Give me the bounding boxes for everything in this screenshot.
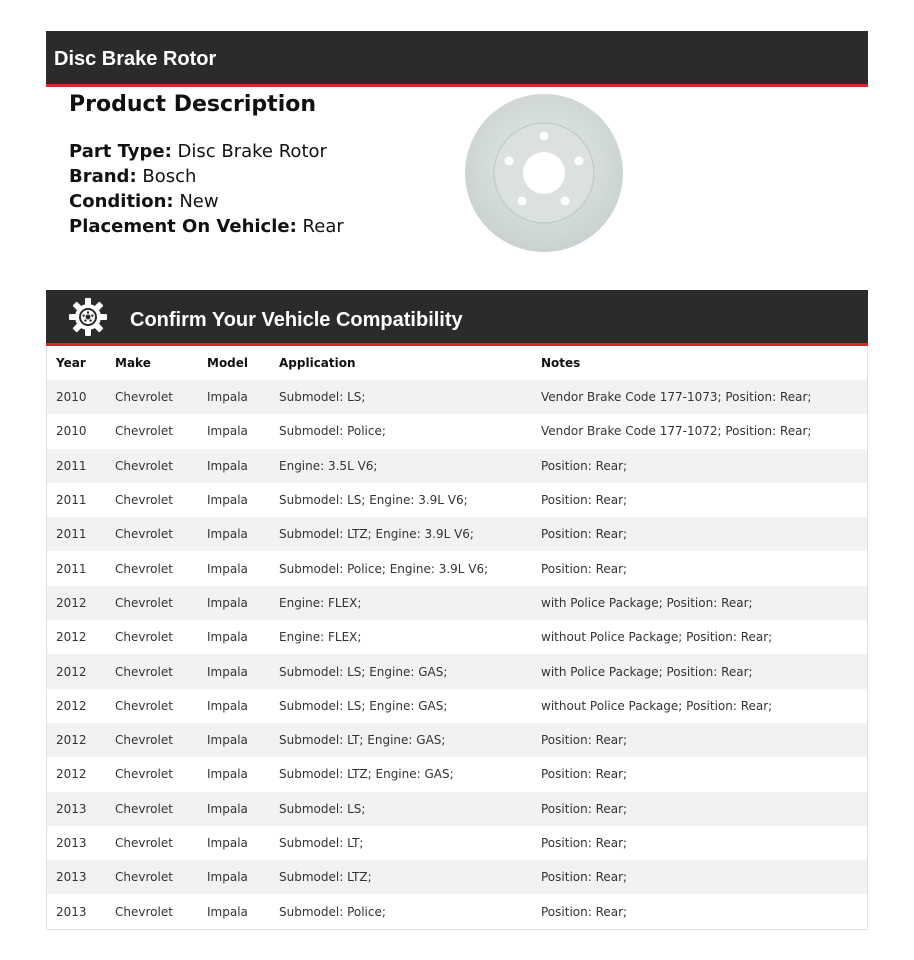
model-cell: Impala [198,380,270,414]
table-row [47,517,867,551]
notes-cell: without Police Package; Position: Rear; [541,630,773,645]
year-cell: 2013 [47,792,106,826]
application-cell: Submodel: LT; [279,836,364,850]
notes-cell: without Police Package; Position: Rear; [541,698,773,713]
model-cell: Impala [198,517,270,551]
spec-value: New [179,191,219,212]
table-row [47,483,867,517]
notes-cell: Position: Rear; [532,449,867,483]
product-description [69,92,449,239]
table-row [47,654,867,688]
notes-cell: Position: Rear; [541,561,628,576]
year-cell: 2010 [47,380,106,414]
gear-icon [68,297,108,337]
make-cell: Chevrolet [106,449,198,483]
application-cell: Submodel: LTZ; Engine: GAS; [279,767,454,782]
year-cell: 2011 [56,561,87,576]
table-row [47,757,867,791]
make-cell: Chevrolet [106,517,198,551]
year-cell: 2012 [56,767,87,782]
notes-cell: Position: Rear; [532,517,867,551]
year-cell: 2011 [47,517,106,551]
table-row [47,723,867,757]
make-cell: Chevrolet [115,836,173,850]
table-header-row [47,346,867,380]
make-cell: Chevrolet [106,380,198,414]
make-cell: Chevrolet [115,630,173,645]
make-cell: Chevrolet [106,654,198,688]
model-cell: Impala [198,654,270,688]
notes-cell: Position: Rear; [541,493,628,508]
application-cell: Submodel: LT; Engine: GAS; [270,723,532,757]
table-row [47,449,867,483]
spec-part-type [69,139,449,164]
spec-label: Brand: [69,166,137,187]
notes-cell: with Police Package; Position: Rear; [532,654,867,688]
compatibility-table-container [46,346,868,930]
year-cell: 2012 [47,723,106,757]
column-header-make: Make [115,356,151,370]
product-title-bar [46,31,868,87]
table-row [47,894,867,928]
compatibility-title: Confirm Your Vehicle Compatibility [130,309,463,331]
column-header-notes: Notes [541,356,581,370]
spec-list [69,139,449,239]
model-cell: Impala [207,424,248,439]
model-cell: Impala [207,698,248,713]
year-cell: 2013 [56,904,87,919]
brake-rotor-image [464,93,624,253]
table-row [47,860,867,894]
table-row [47,620,867,654]
year-cell: 2013 [47,860,106,894]
application-cell: Submodel: LS; Engine: GAS; [279,698,448,713]
make-cell: Chevrolet [115,904,173,919]
table-row [47,414,867,448]
notes-cell: Position: Rear; [541,767,628,782]
make-cell: Chevrolet [115,767,173,782]
year-cell: 2012 [56,698,87,713]
table-row [47,792,867,826]
spec-value: Bosch [142,166,197,187]
year-cell: 2010 [56,424,87,439]
make-cell: Chevrolet [106,792,198,826]
notes-cell: Position: Rear; [541,836,628,850]
spec-placement [69,214,449,239]
application-cell: Submodel: LS; Engine: 3.9L V6; [279,493,468,508]
make-cell: Chevrolet [106,586,198,620]
application-cell: Engine: FLEX; [279,630,362,645]
spec-brand [69,164,449,189]
table-row [47,826,867,860]
compatibility-title-bar [46,290,868,346]
notes-cell: Position: Rear; [541,904,628,919]
model-cell: Impala [207,493,248,508]
model-cell: Impala [207,904,248,919]
application-cell: Submodel: LS; [270,380,532,414]
notes-cell: Vendor Brake Code 177-1073; Position: Rear; [532,380,867,414]
notes-cell: Position: Rear; [532,860,867,894]
year-cell: 2011 [47,449,106,483]
column-header-year: Year [56,356,86,370]
table-row [47,380,867,414]
table-row [47,586,867,620]
spec-condition [69,189,449,214]
make-cell: Chevrolet [106,860,198,894]
application-cell: Submodel: Police; [279,424,386,439]
year-cell: 2012 [47,654,106,688]
model-cell: Impala [207,767,248,782]
model-cell: Impala [198,586,270,620]
notes-cell: with Police Package; Position: Rear; [532,586,867,620]
year-cell: 2011 [56,493,87,508]
column-header-application: Application [279,356,356,370]
model-cell: Impala [198,449,270,483]
model-cell: Impala [207,630,248,645]
application-cell: Submodel: LS; Engine: GAS; [270,654,532,688]
year-cell: 2013 [56,836,87,850]
product-title: Disc Brake Rotor [54,48,217,70]
model-cell: Impala [198,792,270,826]
application-cell: Submodel: Police; Engine: 3.9L V6; [279,561,489,576]
application-cell: Submodel: LTZ; [270,860,532,894]
notes-cell: Vendor Brake Code 177-1072; Position: Rear; [541,424,812,439]
model-cell: Impala [198,723,270,757]
application-cell: Submodel: LS; [270,792,532,826]
application-cell: Submodel: LTZ; Engine: 3.9L V6; [270,517,532,551]
spec-label: Part Type: [69,141,172,162]
description-heading: Product Description [69,92,317,117]
year-cell: 2012 [56,630,87,645]
spec-label: Placement On Vehicle: [69,216,297,237]
spec-label: Condition: [69,191,174,212]
model-cell: Impala [207,561,248,576]
model-cell: Impala [198,860,270,894]
make-cell: Chevrolet [115,561,173,576]
make-cell: Chevrolet [115,424,173,439]
application-cell: Submodel: Police; [279,904,386,919]
application-cell: Engine: FLEX; [270,586,532,620]
spec-value: Rear [302,216,344,237]
make-cell: Chevrolet [106,723,198,757]
year-cell: 2012 [47,586,106,620]
make-cell: Chevrolet [115,698,173,713]
make-cell: Chevrolet [115,493,173,508]
table-row [47,551,867,585]
model-cell: Impala [207,836,248,850]
compatibility-table [47,346,867,929]
notes-cell: Position: Rear; [532,723,867,757]
table-row [47,689,867,723]
column-header-model: Model [207,356,249,370]
spec-value: Disc Brake Rotor [177,141,327,162]
notes-cell: Position: Rear; [532,792,867,826]
application-cell: Engine: 3.5L V6; [270,449,532,483]
